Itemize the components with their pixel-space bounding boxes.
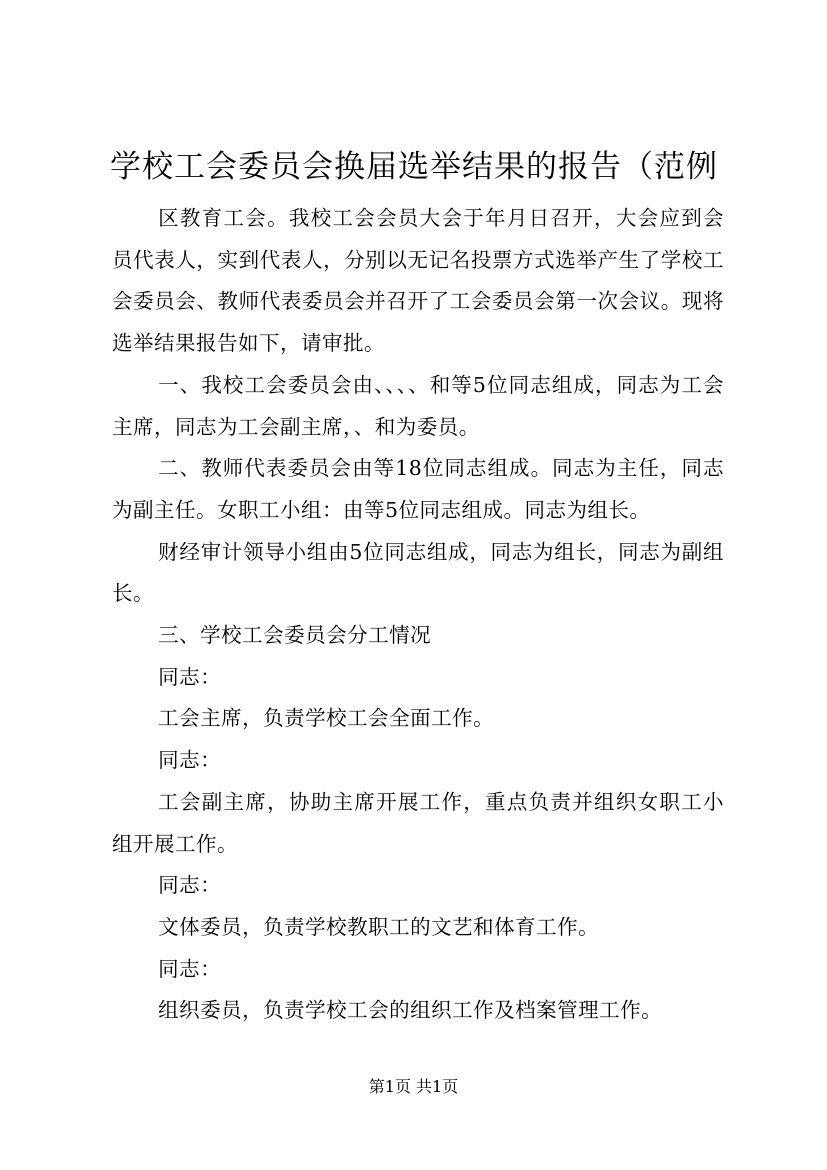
paragraph-comrade-2: 同志： <box>158 748 222 773</box>
paragraph-duty-3: 文体委员，负责学校教职工的文艺和体育工作。 <box>158 914 600 939</box>
paragraph-union-committee: 一、我校工会委员会由、、、、和等5位同志组成，同志为工会主席，同志为工会副主席，、和为委员。 <box>112 372 724 439</box>
paragraph-intro: 区教育工会。我校工会会员大会于年月日召开，大会应到会员代表人，实到代表人，分别以无记名投票方式选举产生了学校工会委员会、教师代表委员会并召开了工会委员会第一次会议。现将选举结果报告如下，请审批。 <box>112 206 724 356</box>
paragraph-comrade-3: 同志： <box>158 873 222 898</box>
paragraph-duty-2: 工会副主席，协助主席开展工作，重点负责并组织女职工小组开展工作。 <box>112 789 724 856</box>
paragraph-comrade-1: 同志： <box>158 664 222 689</box>
document-title: 学校工会委员会换届选举结果的报告（范例 <box>110 149 718 185</box>
document-body <box>112 198 724 1032</box>
paragraph-comrade-4: 同志： <box>158 956 222 981</box>
page-footer: 第1页 共1页 <box>368 1077 459 1096</box>
paragraph-audit-group: 财经审计领导小组由5位同志组成，同志为组长，同志为副组长。 <box>112 539 724 606</box>
paragraph-duty-4: 组织委员，负责学校工会的组织工作及档案管理工作。 <box>158 998 663 1023</box>
paragraph-teacher-committee: 二、教师代表委员会由等18位同志组成。同志为主任，同志为副主任。女职工小组：由等5位同志组成。同志为组长。 <box>112 456 724 522</box>
paragraph-section-heading: 三、学校工会委员会分工情况 <box>158 623 432 648</box>
paragraph-duty-1: 工会主席，负责学校工会全面工作。 <box>158 706 495 731</box>
